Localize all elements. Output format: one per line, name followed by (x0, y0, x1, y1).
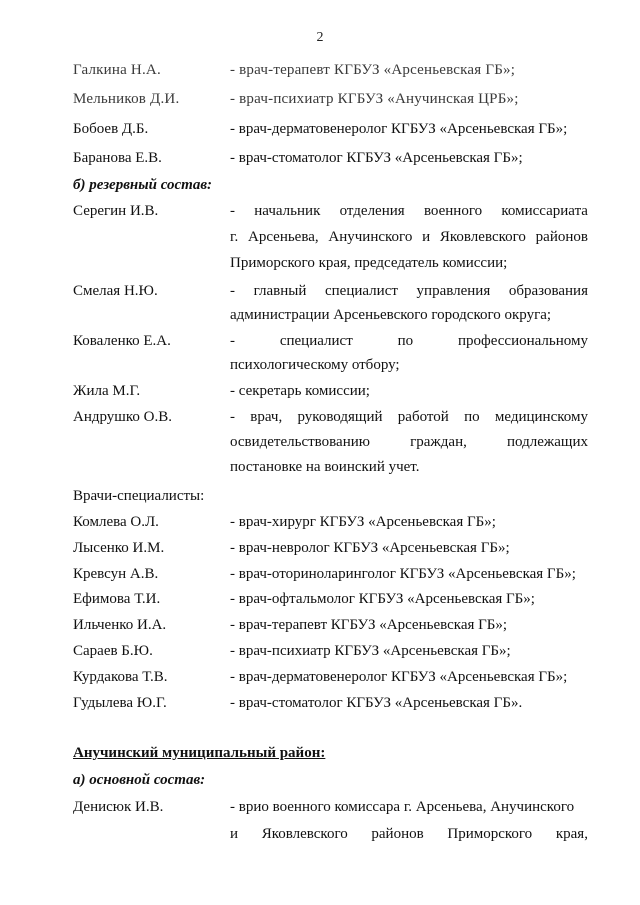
member-name: Баранова Е.В. (73, 150, 162, 166)
member-role: - врач-терапевт КГБУЗ «Арсеньевская ГБ»; (230, 62, 516, 78)
word: комиссариата (501, 203, 588, 219)
role-line (230, 283, 588, 300)
main-heading: а) основной состав: (73, 772, 206, 788)
word: руководящий (297, 409, 383, 425)
word: подлежащих (507, 434, 588, 450)
word: районов (371, 826, 424, 842)
role-line (230, 203, 588, 220)
word: - (230, 203, 235, 219)
member-name: Ильченко И.А. (73, 617, 167, 633)
word: г. (230, 229, 239, 245)
member-role: - врач-хирург КГБУЗ «Арсеньевская ГБ»; (230, 514, 496, 530)
member-name: Кревсун А.В. (73, 566, 159, 582)
member-role: - врач-стоматолог КГБУЗ «Арсеньевская ГБ». (230, 695, 523, 711)
member-role: - врач-оториноларинголог КГБУЗ «Арсеньевская ГБ»; (230, 566, 576, 582)
member-name: Комлева О.Л. (73, 514, 159, 530)
role-line: администрации Арсеньевского городского округа; (230, 307, 552, 323)
role-line (230, 333, 588, 350)
member-name: Жила М.Г. (73, 383, 141, 399)
word: края, (555, 826, 588, 842)
role-line (230, 826, 588, 843)
member-role: - врач-психиатр КГБУЗ «Анучинская ЦРБ»; (230, 91, 519, 107)
word: Анучинского (328, 229, 413, 245)
role-line: Приморского края, председатель комиссии; (230, 255, 508, 271)
role-line (230, 409, 588, 426)
word: военного (423, 203, 483, 219)
member-name: Денисюк И.В. (73, 799, 164, 815)
member-name: Бобоев Д.Б. (73, 121, 149, 137)
word: и (230, 826, 239, 842)
role-line: психологическому отбору; (230, 357, 400, 373)
word: освидетельствованию (230, 434, 370, 450)
member-name: Сараев Б.Ю. (73, 643, 153, 659)
member-name: Галкина Н.А. (73, 62, 161, 78)
word: - (230, 409, 235, 425)
member-role: - врач-невролог КГБУЗ «Арсеньевская ГБ»; (230, 540, 510, 556)
member-name: Серегин И.В. (73, 203, 159, 219)
member-role: - врач-офтальмолог КГБУЗ «Арсеньевская ГБ»; (230, 591, 535, 607)
word: Яковлевского (261, 826, 348, 842)
word: граждан, (410, 434, 467, 450)
word: - (230, 333, 235, 349)
word: - (230, 283, 235, 299)
word: профессиональному (457, 333, 588, 349)
member-name: Мельников Д.И. (73, 91, 180, 107)
word: Приморского (447, 826, 533, 842)
word: работой (397, 409, 449, 425)
member-role: - врач-дерматовенеролог КГБУЗ «Арсеньевская ГБ»; (230, 669, 568, 685)
word: медицинскому (494, 409, 588, 425)
word: по (397, 333, 414, 349)
specialists-label: Врачи-специалисты: (73, 488, 205, 504)
member-role: - врач-дерматовенеролог КГБУЗ «Арсеньевская ГБ»; (230, 121, 568, 137)
word: и (422, 229, 431, 245)
word: главный (253, 283, 307, 299)
page-number: 2 (316, 30, 324, 45)
member-role: - врач-психиатр КГБУЗ «Арсеньевская ГБ»; (230, 643, 511, 659)
word: образования (508, 283, 588, 299)
word: управления (416, 283, 491, 299)
member-name: Курдакова Т.В. (73, 669, 168, 685)
word: районов (535, 229, 588, 245)
member-name: Коваленко Е.А. (73, 333, 171, 349)
role-line: - секретарь комиссии; (230, 383, 370, 399)
word: врач, (250, 409, 283, 425)
word: специалист (325, 283, 398, 299)
role-line: - врио военного комиссара г. Арсеньева, Анучинского (230, 799, 575, 815)
reserve-heading: б) резервный состав: (73, 177, 213, 193)
role-line (230, 434, 588, 451)
member-name: Лысенко И.М. (73, 540, 165, 556)
role-line (230, 229, 588, 246)
member-name: Смелая Н.Ю. (73, 283, 158, 299)
member-name: Андрушко О.В. (73, 409, 172, 425)
word: специалист (279, 333, 353, 349)
member-role: - врач-терапевт КГБУЗ «Арсеньевская ГБ»; (230, 617, 508, 633)
role-line: постановке на воинский учет. (230, 459, 420, 475)
word: отделения (339, 203, 405, 219)
member-role: - врач-стоматолог КГБУЗ «Арсеньевская ГБ»; (230, 150, 523, 166)
word: Арсеньева, (247, 229, 319, 245)
district-heading: Анучинский муниципальный район: (73, 745, 326, 761)
member-name: Ефимова Т.И. (73, 591, 161, 607)
word: по (464, 409, 480, 425)
word: Яковлевского (439, 229, 526, 245)
member-name: Гудылева Ю.Г. (73, 695, 167, 711)
word: начальник (254, 203, 321, 219)
